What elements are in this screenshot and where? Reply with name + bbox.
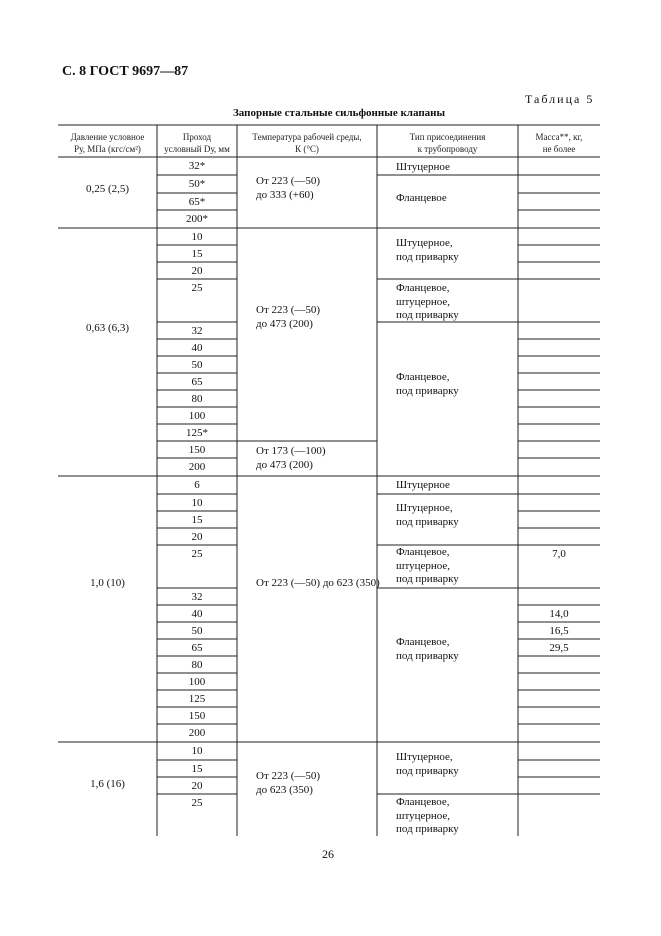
mass-cell: 7,0 (552, 548, 566, 560)
connection-cell: Фланцевое, штуцерное, под приварку (396, 796, 459, 835)
passage-cell: 100 (188, 410, 206, 422)
passage-cell: 65 (191, 376, 203, 388)
passage-cell: 20 (191, 531, 203, 543)
connection-cell: Фланцевое, штуцерное, под приварку (396, 546, 459, 585)
passage-cell: 125* (186, 427, 208, 439)
connection-cell: Фланцевое, под приварку (396, 636, 459, 662)
temperature-cell: От 173 (—100) до 473 (200) (256, 445, 326, 471)
connection-cell: Штуцерное (396, 161, 450, 173)
temperature-cell: От 223 (—50) до 623 (350) (256, 577, 380, 589)
page-header: С. 8 ГОСТ 9697—87 (62, 64, 189, 79)
connection-cell: Штуцерное, под приварку (396, 751, 459, 777)
passage-cell: 150 (188, 444, 206, 456)
pressure-cell: 0,25 (2,5) (85, 183, 130, 195)
connection-cell: Штуцерное, под приварку (396, 237, 459, 263)
passage-cell: 65 (191, 642, 203, 654)
passage-cell: 40 (191, 342, 203, 354)
passage-cell: 20 (191, 780, 203, 792)
passage-cell: 20 (191, 265, 203, 277)
col-header-pressure: Давление условное Pу, МПа (кгс/см²) (70, 132, 145, 154)
connection-cell: Штуцерное, под приварку (396, 502, 459, 528)
passage-cell: 40 (191, 608, 203, 620)
pressure-cell: 1,6 (16) (90, 778, 125, 790)
passage-cell: 25 (191, 797, 203, 809)
col-header-connection: Тип присоединения к трубопроводу (409, 132, 486, 154)
passage-cell: 32 (191, 325, 203, 337)
connection-cell: Фланцевое, штуцерное, под приварку (396, 282, 459, 321)
passage-cell: 10 (191, 745, 203, 757)
mass-cell: 14,0 (549, 608, 569, 620)
passage-cell: 50 (191, 625, 203, 637)
passage-cell: 100 (188, 676, 206, 688)
connection-cell: Фланцевое (396, 192, 447, 204)
passage-cell: 10 (191, 497, 203, 509)
passage-cell: 80 (191, 393, 203, 405)
passage-cell: 15 (191, 514, 203, 526)
temperature-cell: От 223 (—50) до 333 (+60) (256, 175, 321, 201)
col-header-passage: Проход условный Dу, мм (164, 132, 230, 154)
passage-cell: 200 (188, 461, 206, 473)
pressure-cell: 1,0 (10) (90, 577, 125, 589)
passage-cell: 15 (191, 248, 203, 260)
passage-cell: 10 (191, 231, 203, 243)
pressure-cell: 0,63 (6,3) (85, 322, 130, 334)
passage-cell: 80 (191, 659, 203, 671)
passage-cell: 15 (191, 763, 203, 775)
connection-cell: Штуцерное (396, 479, 450, 491)
col-header-mass: Масса**, кг, не более (535, 132, 583, 154)
passage-cell: 65* (188, 196, 206, 208)
passage-cell: 150 (188, 710, 206, 722)
passage-cell: 25 (191, 548, 203, 560)
passage-cell: 32 (191, 591, 203, 603)
col-header-temperature: Температура рабочей среды, К (°С) (252, 132, 362, 154)
connection-cell: Фланцевое, под приварку (396, 371, 459, 397)
temperature-cell: От 223 (—50) до 473 (200) (256, 304, 321, 330)
page-number: 26 (322, 847, 334, 861)
table-title: Запорные стальные сильфонные клапаны (233, 107, 446, 119)
passage-cell: 32* (188, 160, 206, 172)
passage-cell: 125 (188, 693, 206, 705)
passage-cell: 25 (191, 282, 203, 294)
passage-cell: 6 (194, 479, 200, 491)
temperature-cell: От 223 (—50) до 623 (350) (256, 770, 321, 796)
mass-cell: 29,5 (549, 642, 569, 654)
table-number: Таблица 5 (525, 92, 595, 106)
passage-cell: 200* (186, 213, 208, 225)
passage-cell: 50* (188, 178, 206, 190)
passage-cell: 200 (188, 727, 206, 739)
passage-cell: 50 (191, 359, 203, 371)
mass-cell: 16,5 (549, 625, 569, 637)
